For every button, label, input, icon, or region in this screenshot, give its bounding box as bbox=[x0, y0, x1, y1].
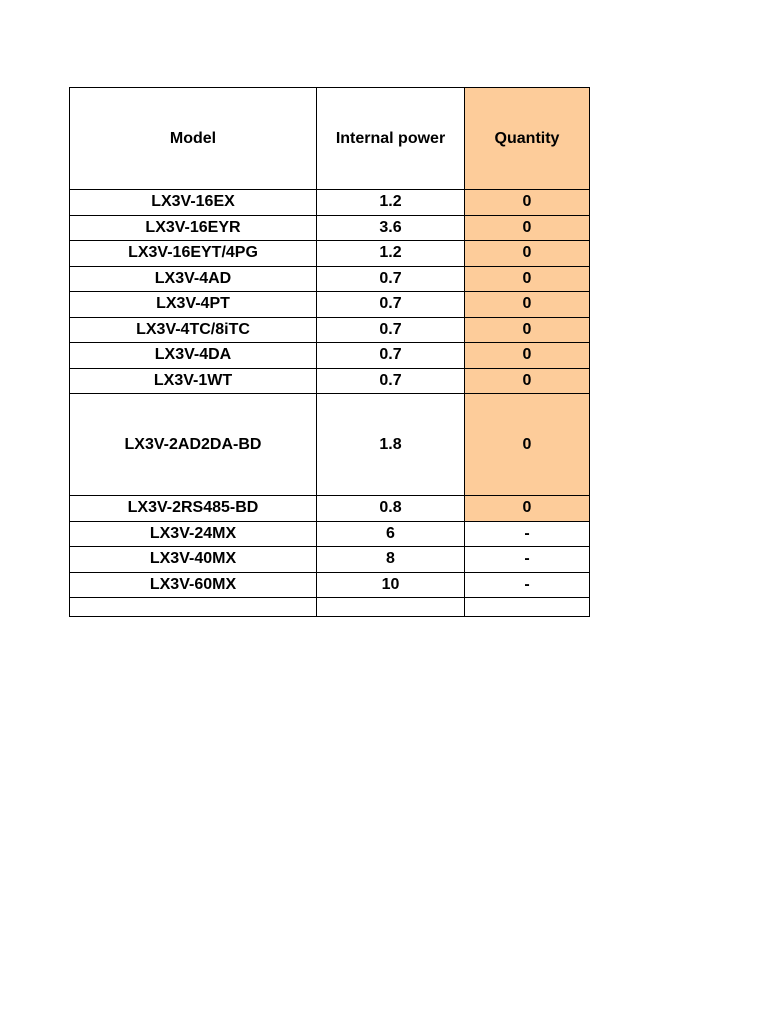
quantity-cell[interactable]: 0 bbox=[465, 215, 590, 241]
power-cell: 3.6 bbox=[317, 215, 465, 241]
table-row bbox=[70, 343, 590, 369]
power-cell: 0.7 bbox=[317, 343, 465, 369]
table-row bbox=[70, 190, 590, 216]
empty-cell bbox=[70, 598, 317, 617]
power-cell: 1.8 bbox=[317, 394, 465, 496]
table-row bbox=[70, 317, 590, 343]
quantity-cell[interactable]: 0 bbox=[465, 343, 590, 369]
quantity-cell[interactable]: 0 bbox=[465, 317, 590, 343]
power-cell: 0.7 bbox=[317, 292, 465, 318]
power-cell: 1.2 bbox=[317, 190, 465, 216]
quantity-cell: - bbox=[465, 572, 590, 598]
model-cell: LX3V-40MX bbox=[70, 547, 317, 573]
model-cell: LX3V-4AD bbox=[70, 266, 317, 292]
quantity-cell[interactable]: 0 bbox=[465, 190, 590, 216]
quantity-cell[interactable]: 0 bbox=[465, 292, 590, 318]
table-row bbox=[70, 215, 590, 241]
table-row bbox=[70, 394, 590, 496]
power-cell: 1.2 bbox=[317, 241, 465, 267]
model-cell: LX3V-4DA bbox=[70, 343, 317, 369]
empty-cell bbox=[465, 598, 590, 617]
header-internal-power: Internal power bbox=[317, 88, 465, 190]
quantity-cell[interactable]: 0 bbox=[465, 241, 590, 267]
power-cell: 6 bbox=[317, 521, 465, 547]
model-cell: LX3V-16EYR bbox=[70, 215, 317, 241]
table-row bbox=[70, 266, 590, 292]
model-cell: LX3V-2RS485-BD bbox=[70, 496, 317, 522]
model-cell: LX3V-16EYT/4PG bbox=[70, 241, 317, 267]
quantity-cell: - bbox=[465, 521, 590, 547]
power-cell: 10 bbox=[317, 572, 465, 598]
power-cell: 0.8 bbox=[317, 496, 465, 522]
power-table bbox=[69, 87, 590, 617]
model-cell: LX3V-16EX bbox=[70, 190, 317, 216]
quantity-cell[interactable]: 0 bbox=[465, 266, 590, 292]
model-cell: LX3V-60MX bbox=[70, 572, 317, 598]
table-row bbox=[70, 241, 590, 267]
model-cell: LX3V-24MX bbox=[70, 521, 317, 547]
empty-row bbox=[70, 598, 590, 617]
header-quantity: Quantity bbox=[465, 88, 590, 190]
empty-cell bbox=[317, 598, 465, 617]
model-cell: LX3V-1WT bbox=[70, 368, 317, 394]
power-cell: 0.7 bbox=[317, 317, 465, 343]
table-row bbox=[70, 572, 590, 598]
quantity-cell: - bbox=[465, 547, 590, 573]
header-row bbox=[70, 88, 590, 190]
table-row bbox=[70, 547, 590, 573]
model-cell: LX3V-2AD2DA-BD bbox=[70, 394, 317, 496]
model-cell: LX3V-4TC/8iTC bbox=[70, 317, 317, 343]
power-cell: 0.7 bbox=[317, 368, 465, 394]
quantity-cell[interactable]: 0 bbox=[465, 368, 590, 394]
table-row bbox=[70, 292, 590, 318]
quantity-cell[interactable]: 0 bbox=[465, 496, 590, 522]
quantity-cell[interactable]: 0 bbox=[465, 394, 590, 496]
table-row bbox=[70, 496, 590, 522]
table-row bbox=[70, 521, 590, 547]
table-row bbox=[70, 368, 590, 394]
power-cell: 8 bbox=[317, 547, 465, 573]
header-model: Model bbox=[70, 88, 317, 190]
power-cell: 0.7 bbox=[317, 266, 465, 292]
model-cell: LX3V-4PT bbox=[70, 292, 317, 318]
